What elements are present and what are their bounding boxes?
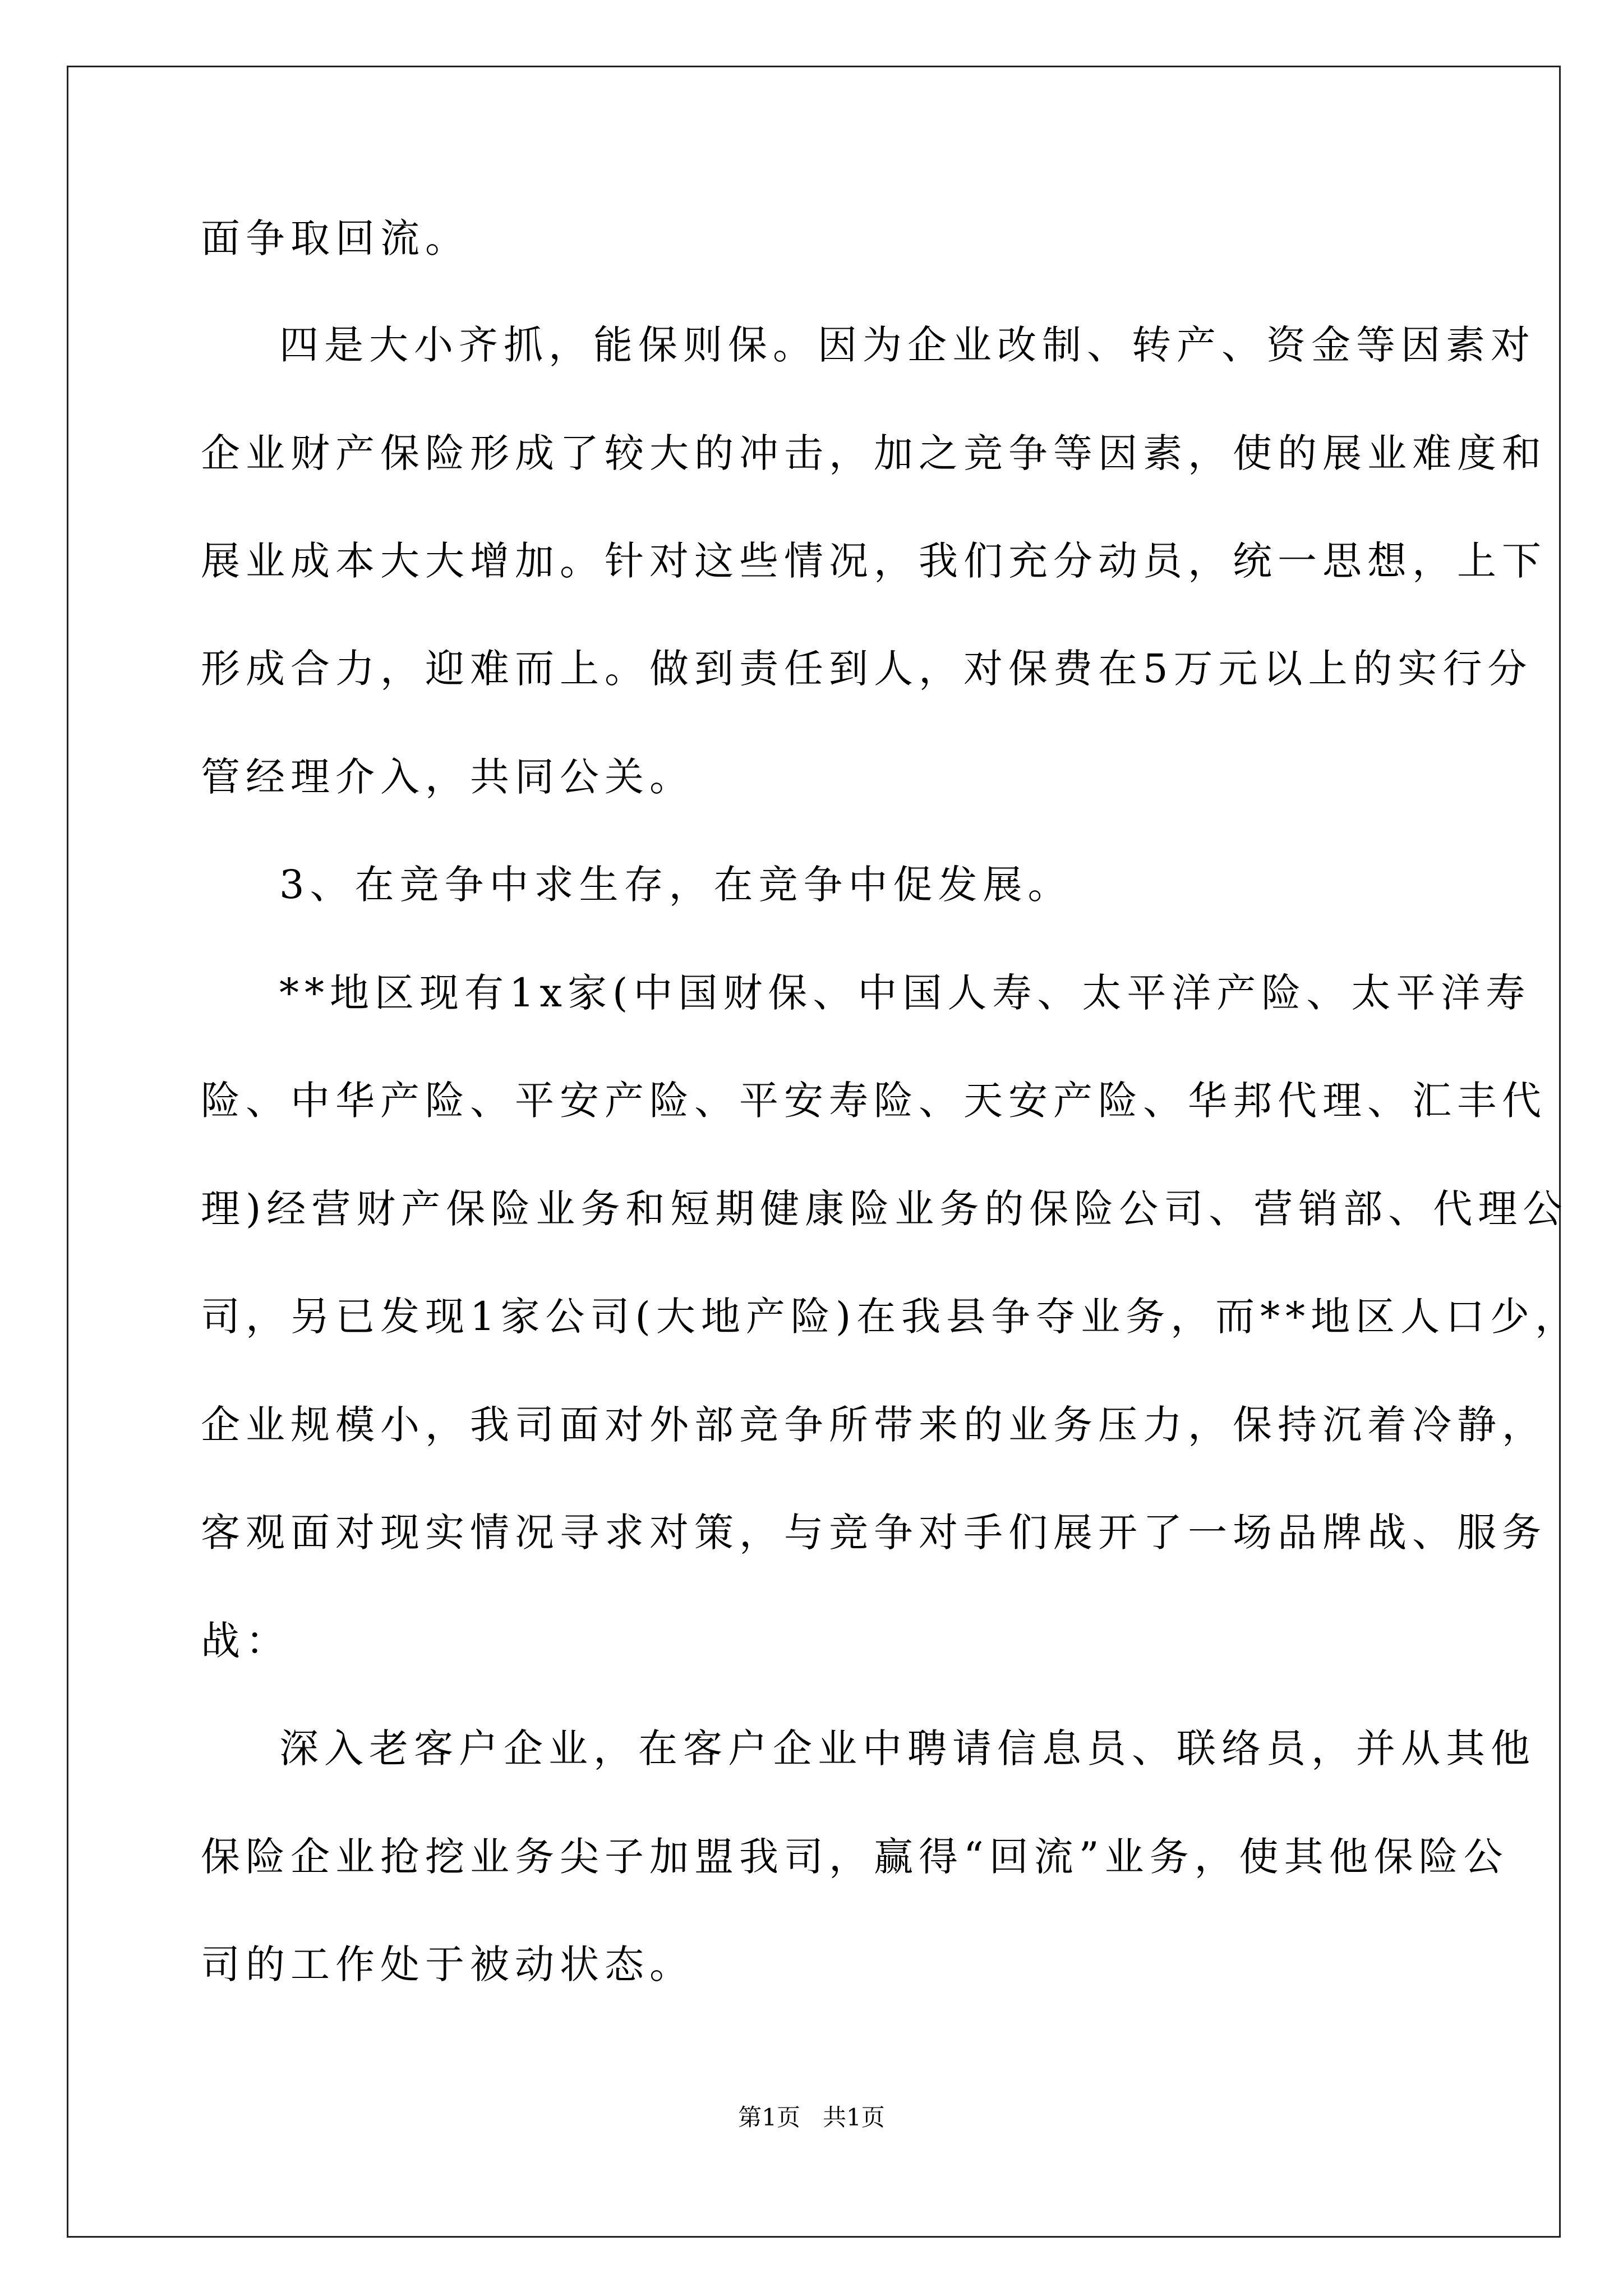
- text-line: 理)经营财产保险业务和短期健康险业务的保险公司、营销部、代理公: [201, 1186, 1568, 1232]
- text-line: 司的工作处于被动状态。: [201, 1941, 694, 1987]
- text-line: 保险企业抢挖业务尖子加盟我司，赢得“回流”业务，使其他保险公: [201, 1834, 1509, 1880]
- page-number-footer: 第1页 共1页: [738, 2104, 885, 2131]
- text-line: 面争取回流。: [201, 215, 470, 261]
- text-line: 司，另已发现1家公司(大地产险)在我县争夺业务，而**地区人口少，: [201, 1294, 1580, 1340]
- text-line: 客观面对现实情况寻求对策，与竞争对手们展开了一场品牌战、服务: [201, 1510, 1547, 1556]
- text-line: 战：: [201, 1618, 291, 1664]
- text-line: 展业成本大大增加。针对这些情况，我们充分动员，统一思想，上下: [201, 538, 1547, 584]
- text-line: 险、中华产险、平安产险、平安寿险、天安产险、华邦代理、汇丰代: [201, 1078, 1547, 1124]
- paragraph-first-line: **地区现有1x家(中国财保、中国人寿、太平洋产险、太平洋寿: [279, 970, 1531, 1016]
- paragraph-first-line: 深入老客户企业，在客户企业中聘请信息员、联络员，并从其他: [279, 1726, 1536, 1772]
- text-line: 形成合力，迎难而上。做到责任到人，对保费在5万元以上的实行分: [201, 646, 1533, 692]
- section-heading: 3、在竞争中求生存，在竞争中促发展。: [279, 862, 1073, 908]
- page-border: [67, 66, 1561, 2238]
- paragraph-first-line: 四是大小齐抓，能保则保。因为企业改制、转产、资金等因素对: [279, 322, 1536, 368]
- text-line: 管经理介入，共同公关。: [201, 754, 694, 800]
- text-line: 企业财产保险形成了较大的冲击，加之竞争等因素，使的展业难度和: [201, 430, 1547, 476]
- text-line: 企业规模小，我司面对外部竞争所带来的业务压力，保持沉着冷静，: [201, 1402, 1547, 1448]
